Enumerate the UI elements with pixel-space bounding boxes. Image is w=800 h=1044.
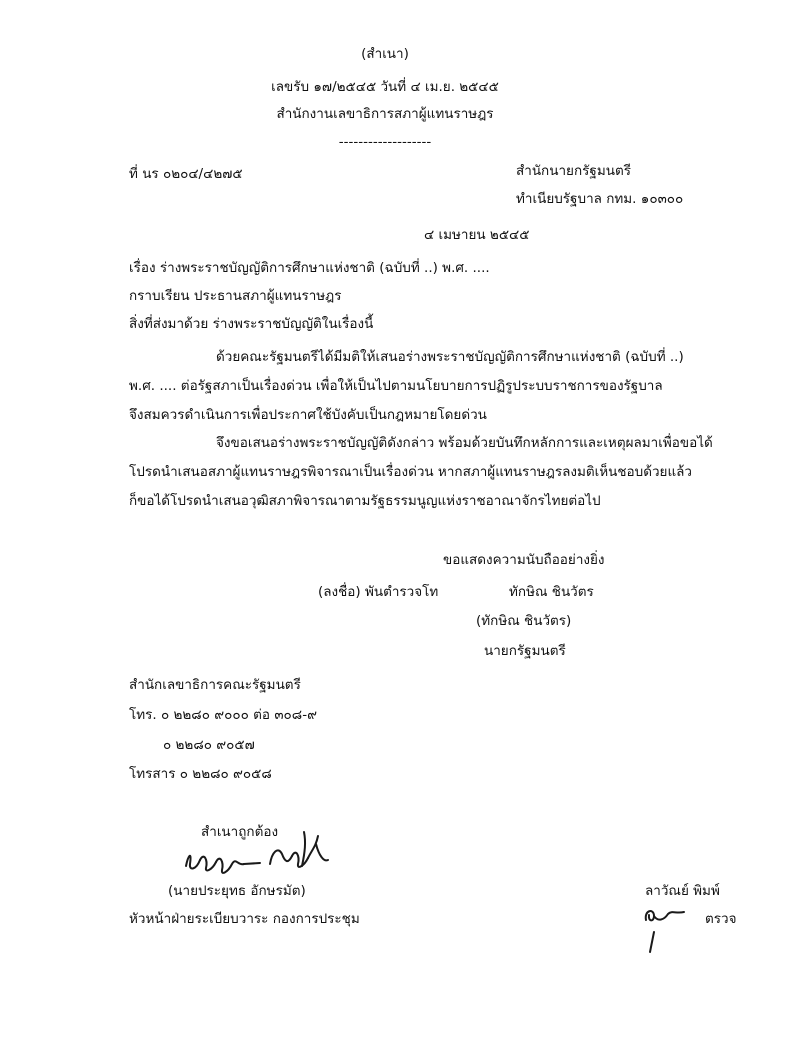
body-paragraph-1-line-2: พ.ศ. .... ต่อรัฐสภาเป็นเรื่องด่วน เพื่อให้เป็นไปตามนโยบายการปฏิรูประบบราชการของรัฐบาล — [129, 378, 663, 394]
checked-label: ตรวจ — [705, 911, 737, 927]
document-date: ๔ เมษายน ๒๕๔๕ — [424, 227, 530, 243]
enclosure-line: สิ่งที่ส่งมาด้วย ร่างพระราชบัญญัติในเรื่องนี้ — [129, 316, 374, 332]
subject-line: เรื่อง ร่างพระราชบัญญัติการศึกษาแห่งชาติ (ฉบับที่ ..) พ.ศ. .... — [129, 260, 490, 276]
closing-regards: ขอแสดงความนับถืออย่างยิ่ง — [443, 552, 605, 568]
receipt-line: เลขรับ ๑๗/๒๕๔๕ วันที่ ๔ เม.ย. ๒๕๔๕ — [271, 79, 499, 95]
signature-prefix: (ลงชื่อ) พันตำรวจโท — [318, 584, 439, 600]
certifier-name: (นายประยุทธ อักษรมัต) — [168, 883, 306, 899]
body-paragraph-2-line-1: จึงขอเสนอร่างพระราชบัญญัติดังกล่าว พร้อมด้วยบันทึกหลักการและเหตุผลมาเพื่อขอได้ — [216, 435, 713, 451]
sender-address: ทำเนียบรัฐบาล กทม. ๑๐๓๐๐ — [516, 191, 684, 207]
salutation: กราบเรียน ประธานสภาผู้แทนราษฎร — [129, 288, 342, 304]
sender-office: สำนักนายกรัฐมนตรี — [516, 163, 631, 179]
contact-telephone-1: โทร. ๐ ๒๒๘๐ ๙๐๐๐ ต่อ ๓๐๘-๙ — [129, 707, 317, 723]
contact-fax: โทรสาร ๐ ๒๒๘๐ ๙๐๕๘ — [129, 766, 272, 782]
receiving-office: สำนักงานเลขาธิการสภาผู้แทนราษฎร — [276, 106, 494, 122]
certifier-title: หัวหน้าฝ่ายระเบียบวาระ กองการประชุม — [129, 911, 360, 927]
body-paragraph-2-line-3: ก็ขอได้โปรดนำเสนอวุฒิสภาพิจารณาตามรัฐธรรมนูญแห่งราชอาณาจักรไทยต่อไป — [129, 493, 601, 509]
document-number: ที่ นร ๐๒๐๔/๔๒๗๕ — [129, 166, 243, 182]
copy-mark: (สำเนา) — [361, 46, 409, 62]
body-paragraph-1-line-3: จึงสมควรดำเนินการเพื่อประกาศใช้บังคับเป็นกฎหมายโดยด่วน — [129, 407, 487, 423]
checker-initials — [640, 902, 690, 954]
signatory-name: ทักษิณ ชินวัตร — [509, 584, 594, 600]
divider: ------------------- — [338, 134, 432, 150]
body-paragraph-2-line-2: โปรดนำเสนอสภาผู้แทนราษฎรพิจารณาเป็นเรื่องด่วน หากสภาผู้แทนราษฎรลงมติเห็นชอบด้วยแล้ว — [129, 464, 693, 480]
contact-office: สำนักเลขาธิการคณะรัฐมนตรี — [129, 677, 301, 693]
certifier-signature — [178, 826, 338, 882]
certified-copy-label: สำเนาถูกต้อง — [201, 824, 279, 840]
contact-telephone-2: ๐ ๒๒๘๐ ๙๐๕๗ — [163, 737, 255, 753]
signatory-name-parenthetical: (ทักษิณ ชินวัตร) — [476, 613, 572, 629]
checker-name: ลาวัณย์ พิมพ์ — [645, 883, 720, 899]
signatory-position: นายกรัฐมนตรี — [484, 643, 566, 659]
body-paragraph-1-line-1: ด้วยคณะรัฐมนตรีได้มีมติให้เสนอร่างพระราชบัญญัติการศึกษาแห่งชาติ (ฉบับที่ ..) — [216, 349, 684, 365]
